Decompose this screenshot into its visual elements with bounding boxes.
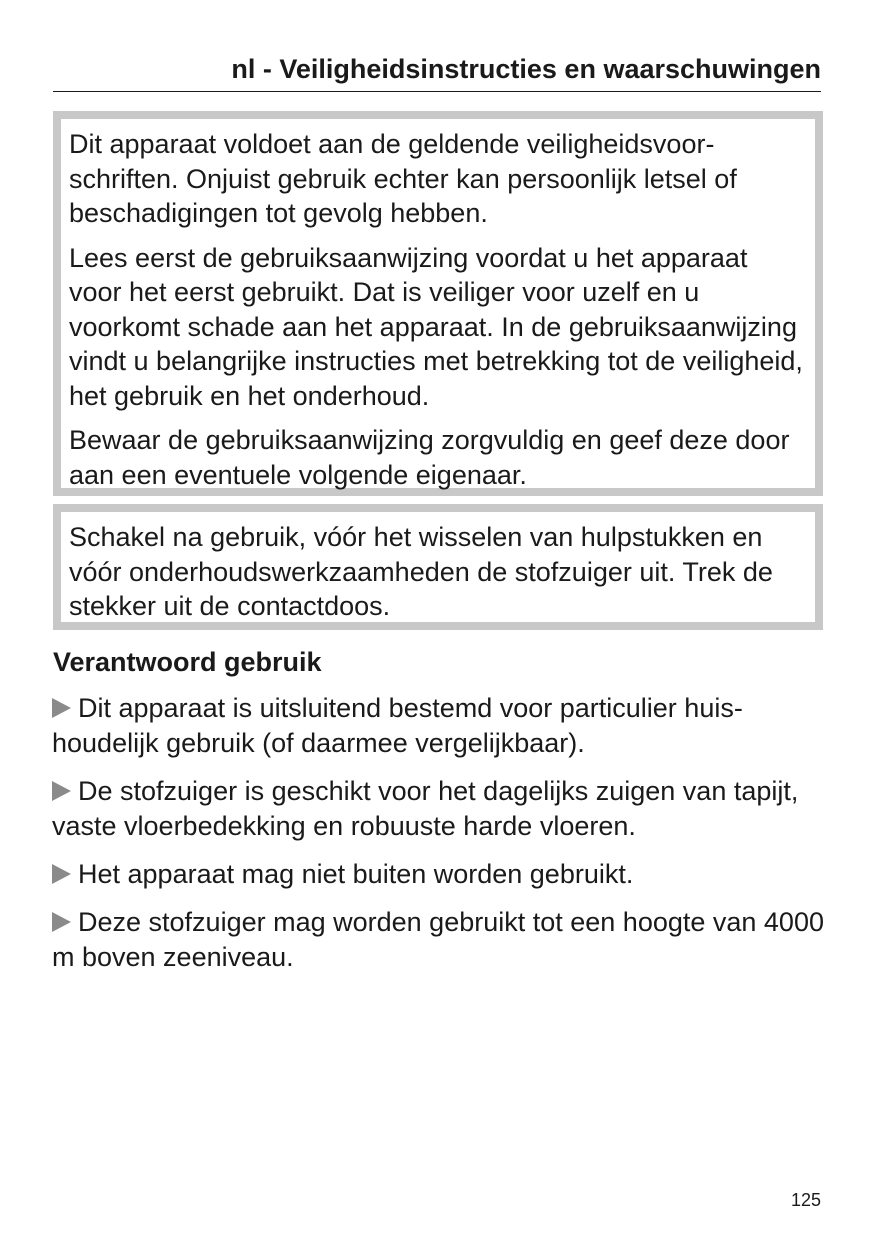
list-item xyxy=(52,905,827,975)
page-title: nl - Veiligheidsinstructies en waarschuwingen xyxy=(231,54,821,84)
section-heading: Verantwoord gebruik xyxy=(53,647,322,677)
notice-paragraph: Lees eerst de gebruiksaanwijzing voordat u het apparaat voor het eerst gebruikt. Dat is veiliger voor uzelf en u voorkomt schade aan het apparaat. In de gebruiksaanwijzing vindt u belangrijke instructies met betrekking tot de veiligheid, het gebruik en het onderhoud. xyxy=(69,242,803,411)
triangle-bullet-icon xyxy=(52,864,71,884)
page-number: 125 xyxy=(790,1190,821,1210)
triangle-bullet-icon xyxy=(52,912,71,932)
triangle-bullet-icon xyxy=(52,698,71,718)
page-header xyxy=(53,52,821,92)
notice-paragraph: Schakel na gebruik, vóór het wisselen van hulpstukken en vóór onderhoudswerkzaamheden de stofzuiger uit. Trek de stekker uit de contactdoos. xyxy=(69,522,773,621)
safety-notice-box xyxy=(53,111,823,496)
list-item-text: De stofzuiger is geschikt voor het dagelijks zuigen van tapijt, vaste vloerbedekking en robuuste harde vloeren. xyxy=(52,776,799,841)
notice-paragraph: Bewaar de gebruiksaanwijzing zorgvuldig en geef deze door aan een eventuele volgende eigenaar. xyxy=(69,425,790,490)
notice-paragraph: Dit apparaat voldoet aan de geldende veiligheidsvoorschriften. Onjuist gebruik echter kan persoonlijk letsel of beschadigingen tot gevolg hebben. xyxy=(69,129,737,228)
list-item-text: Het apparaat mag niet buiten worden gebruikt. xyxy=(78,859,634,889)
list-item xyxy=(52,774,827,844)
list-item xyxy=(52,691,827,761)
switch-off-notice-box xyxy=(53,504,823,630)
usage-list xyxy=(52,691,827,988)
triangle-bullet-icon xyxy=(52,781,71,801)
list-item-text: Dit apparaat is uitsluitend bestemd voor particulier huishoudelijk gebruik (of daarmee vergelijkbaar). xyxy=(52,693,743,758)
list-item-text: Deze stofzuiger mag worden gebruikt tot een hoogte van 4000 m boven zeeniveau. xyxy=(52,907,824,972)
list-item xyxy=(52,857,827,892)
